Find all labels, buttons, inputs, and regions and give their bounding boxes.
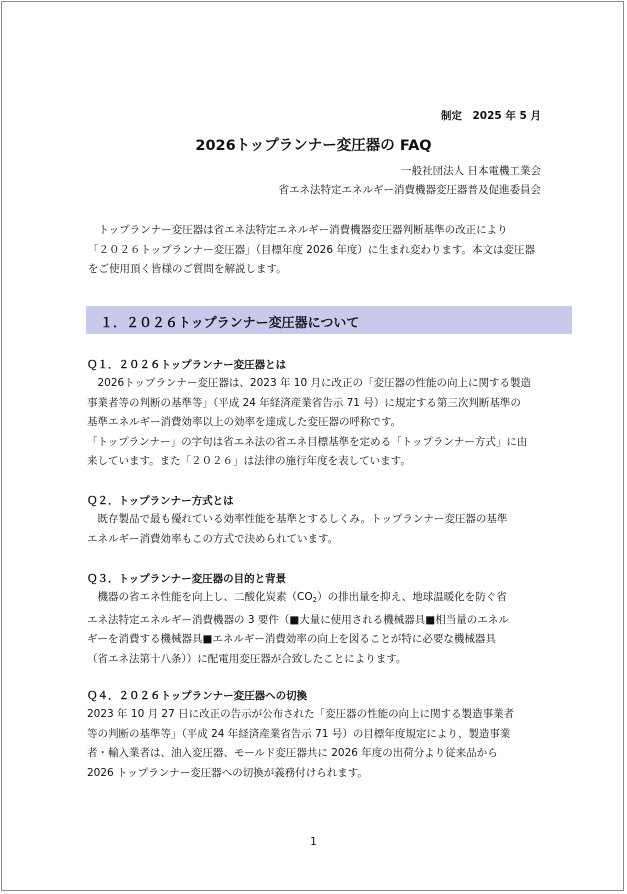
- intro-line: トップランナー変圧器は省エネ法特定エネルギー消費機器変圧器判断基準の改正により: [88, 224, 508, 236]
- q1-line: 事業者等の判断の基準等」（平成 24 年経済産業省告示 71 号）に規定する第三次判断基準の: [87, 396, 521, 409]
- q1-line: 来しています。また「２０２６」は法律の施行年度を表しています。: [87, 455, 411, 467]
- q2-answer: [87, 510, 507, 549]
- q3-heading: Ｑ３．トップランナー変圧器の目的と背景: [87, 573, 287, 585]
- q1-answer: [87, 374, 531, 472]
- q4-answer: [87, 705, 514, 783]
- q4-line: 2026 トップランナー変圧器への切換が義務付けられます。: [87, 766, 368, 779]
- q3-line: （省エネ法第十八条））に配電用変圧器が合致したことによります。: [87, 652, 407, 665]
- q1-line: 2026トップランナー変圧器は、2023 年 10 月に改正の「変圧器の性能の向上に関する製造: [87, 377, 532, 389]
- q3-line: エネ法特定エネルギー消費機器の 3 要件（■大量に使用される機械器具■相当量のエネル: [87, 613, 509, 626]
- intro-line: をご使用頂く皆様のご質問を解説します。: [88, 263, 287, 275]
- q3-line: [87, 588, 509, 611]
- q1-heading: Ｑ１．２０２６トップランナー変圧器とは: [87, 359, 287, 371]
- q4-line: 等の判断の基準等」（平成 24 年経済産業省告示 71 号）の目標年度規定により、製造事業: [87, 727, 511, 740]
- q1-line: 基準エネルギー消費効率以上の効率を達成した変圧器の呼称です。: [87, 416, 402, 428]
- intro-line: 「２０２６トップランナー変圧器」（目標年度 2026 年度）に生まれ変わります。本文は変圧器: [88, 243, 535, 256]
- q2-heading: Ｑ２．トップランナー方式とは: [87, 495, 234, 507]
- q4-line: 者・輸入業者は、油入変圧器、モールド変圧器共に 2026 年度の出荷分より従来品から: [87, 747, 498, 759]
- intro-paragraph: [88, 221, 548, 280]
- q4-line: 2023 年 10 月 27 日に改正の告示が公布された「変圧器の性能の向上に関する製造事業者: [87, 708, 515, 720]
- q3-line: ギーを消費する機械器具■エネルギー消費効率の向上を図ることが特に必要な機械器具: [87, 633, 496, 645]
- q3-answer: [87, 588, 509, 669]
- q3-line-part: ）の排出量を抑え、地球温暖化を防ぐ省: [317, 591, 507, 603]
- q2-line: 既存製品で最も優れている効率性能を基準とするしくみ。トップランナー変圧器の基準: [87, 513, 508, 525]
- q3-line-part: 機器の省エネ性能を向上し、二酸化炭素（CO: [87, 591, 313, 603]
- page-number: 1: [310, 836, 317, 848]
- q4-heading: Ｑ４．２０２６トップランナー変圧器への切換: [87, 690, 308, 702]
- document-date: 制定 2025 年 5 月: [441, 110, 541, 122]
- organization-name: 一般社団法人 日本電機工業会: [401, 165, 541, 177]
- section-title: １．２０２６トップランナー変圧器について: [100, 316, 360, 331]
- document-title: 2026トップランナー変圧器の FAQ: [195, 138, 432, 154]
- co2-subscript: 2: [312, 596, 318, 604]
- q1-line: 「トップランナー」の字句は省エネ法の省エネ目標基準を定める「トップランナー方式」に由: [87, 435, 528, 448]
- q2-line: エネルギー消費効率もこの方式で決められています。: [87, 532, 339, 545]
- committee-name: 省エネ法特定エネルギー消費機器変圧器普及促進委員会: [278, 184, 541, 196]
